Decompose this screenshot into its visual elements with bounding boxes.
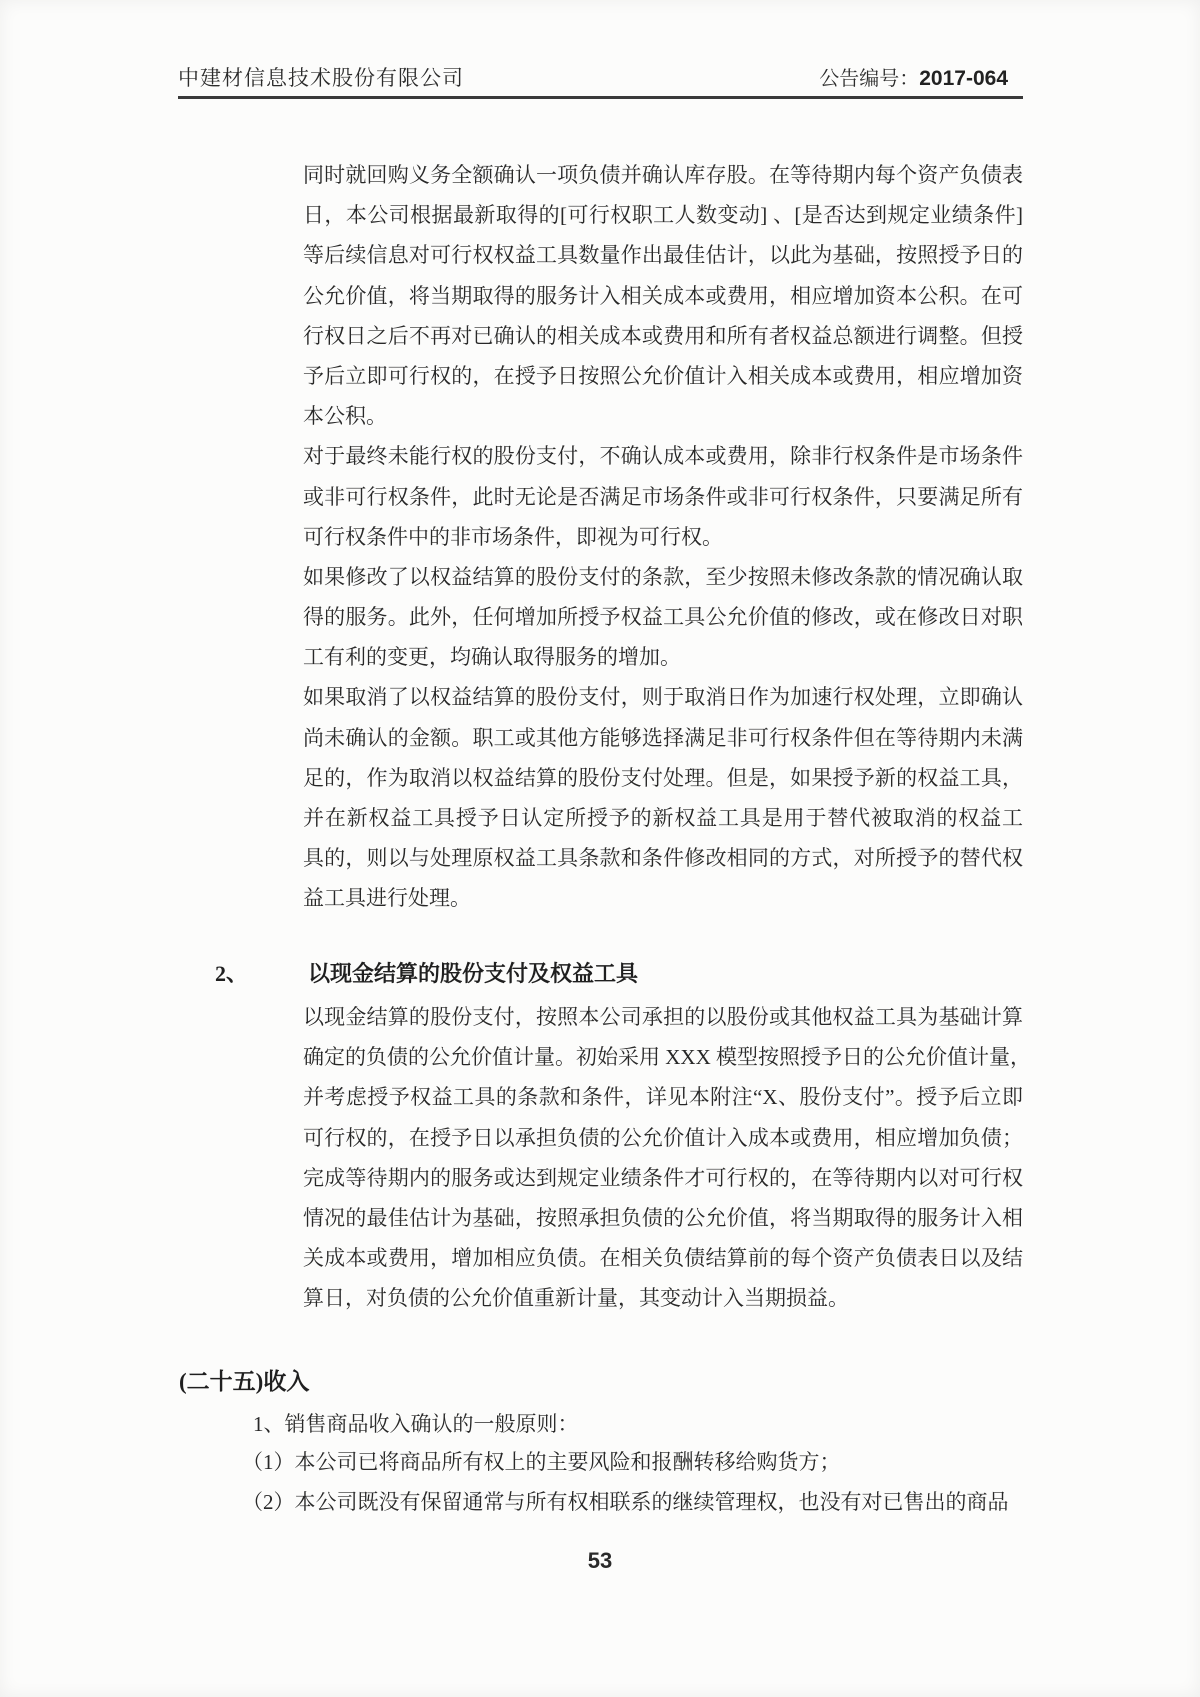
text-line: 公允价值，将当期取得的服务计入相关成本或费用，相应增加资本公积。在可 <box>303 283 1023 308</box>
section2-paragraph <box>303 997 1031 1319</box>
text-line: 得的服务。此外，任何增加所授予权益工具公允价值的修改，或在修改日对职 <box>303 605 1023 630</box>
text-line: 足的，作为取消以权益结算的股份支付处理。但是，如果授予新的权益工具， <box>303 765 1023 790</box>
body-paragraphs <box>303 155 1023 919</box>
section25-title: (二十五)收入 <box>179 1369 310 1394</box>
text-line: 如果修改了以权益结算的股份支付的条款，至少按照未修改条款的情况确认取 <box>303 564 1023 589</box>
text-line: 或非可行权条件，此时无论是否满足市场条件或非可行权条件，只要满足所有 <box>303 484 1023 509</box>
paragraph <box>303 677 1023 918</box>
text-line: 完成等待期内的服务或达到规定业绩条件才可行权的，在等待期内以对可行权 <box>303 1165 1023 1190</box>
text-line: 如果取消了以权益结算的股份支付，则于取消日作为加速行权处理，立即确认 <box>303 685 1023 710</box>
text-line: 算日，对负债的公允价值重新计量，其变动计入当期损益。 <box>303 1286 849 1311</box>
text-line: 可行权的，在授予日以承担负债的公允价值计入成本或费用，相应增加负债； <box>303 1125 1023 1150</box>
notice-number <box>819 62 1008 91</box>
text-line: 具的，则以与处理原权益工具条款和条件修改相同的方式，对所授予的替代权 <box>303 846 1023 871</box>
header-rule <box>178 96 1023 99</box>
notice-number-value: 2017-064 <box>919 67 1008 90</box>
text-line: 同时就回购义务全额确认一项负债并确认库存股。在等待期内每个资产负债表 <box>303 163 1023 187</box>
text-line: 对于最终未能行权的股份支付，不确认成本或费用，除非行权条件是市场条件 <box>303 444 1023 469</box>
text-line: 关成本或费用，增加相应负债。在相关负债结算前的每个资产负债表日以及结 <box>303 1246 1023 1271</box>
paragraph <box>303 436 1023 557</box>
text-line: 行权日之后不再对已确认的相关成本或费用和所有者权益总额进行调整。但授 <box>303 323 1023 348</box>
text-line: 尚未确认的金额。职工或其他方能够选择满足非可行权条件但在等待期内未满 <box>303 725 1023 750</box>
paragraph <box>303 155 1023 436</box>
notice-label: 公告编号： <box>819 68 920 90</box>
paragraph <box>303 997 1031 1319</box>
text-line: 日，本公司根据最新取得的[可行权职工人数变动] 、[是否达到规定业绩条件] <box>303 203 1023 228</box>
section-heading <box>215 954 1025 994</box>
company-name: 中建材信息技术股份有限公司 <box>178 66 464 90</box>
text-line: 并在新权益工具授予日认定所授予的新权益工具是用于替代被取消的权益工 <box>303 806 1023 830</box>
section-number: 2、 <box>215 961 249 986</box>
text-line: 等后续信息对可行权权益工具数量作出最佳估计，以此为基础，按照授予日的 <box>303 243 1023 268</box>
list-item: （1）本公司已将商品所有权上的主要风险和报酬转移给购货方； <box>242 1450 841 1474</box>
text-line: 工有利的变更，均确认取得服务的增加。 <box>303 645 681 670</box>
text-line: 本公积。 <box>303 404 387 429</box>
text-line: 情况的最佳估计为基础，按照承担负债的公允价值，将当期取得的服务计入相 <box>303 1205 1023 1230</box>
text-line: 益工具进行处理。 <box>303 886 471 911</box>
list-item: （2）本公司既没有保留通常与所有权相联系的继续管理权，也没有对已售出的商品 <box>242 1490 1009 1514</box>
text-line: 确定的负债的公允价值计量。初始采用 XXX 模型按照授予日的公允价值计量， <box>303 1045 1031 1070</box>
text-line: 予后立即可行权的，在授予日按照公允价值计入相关成本或费用，相应增加资 <box>303 363 1023 388</box>
section-title: 以现金结算的股份支付及权益工具 <box>308 961 639 986</box>
text-line: 可行权条件中的非市场条件，即视为可行权。 <box>303 524 723 549</box>
text-line: 并考虑授予权益工具的条款和条件，详见本附注“X、股份支付”。授予后立即 <box>303 1085 1023 1110</box>
section25-subheading: 1、销售商品收入确认的一般原则： <box>253 1412 579 1436</box>
paragraph <box>303 557 1023 678</box>
text-line: 以现金结算的股份支付，按照本公司承担的以股份或其他权益工具为基础计算 <box>303 1005 1023 1029</box>
page-number: 53 <box>587 1548 613 1573</box>
